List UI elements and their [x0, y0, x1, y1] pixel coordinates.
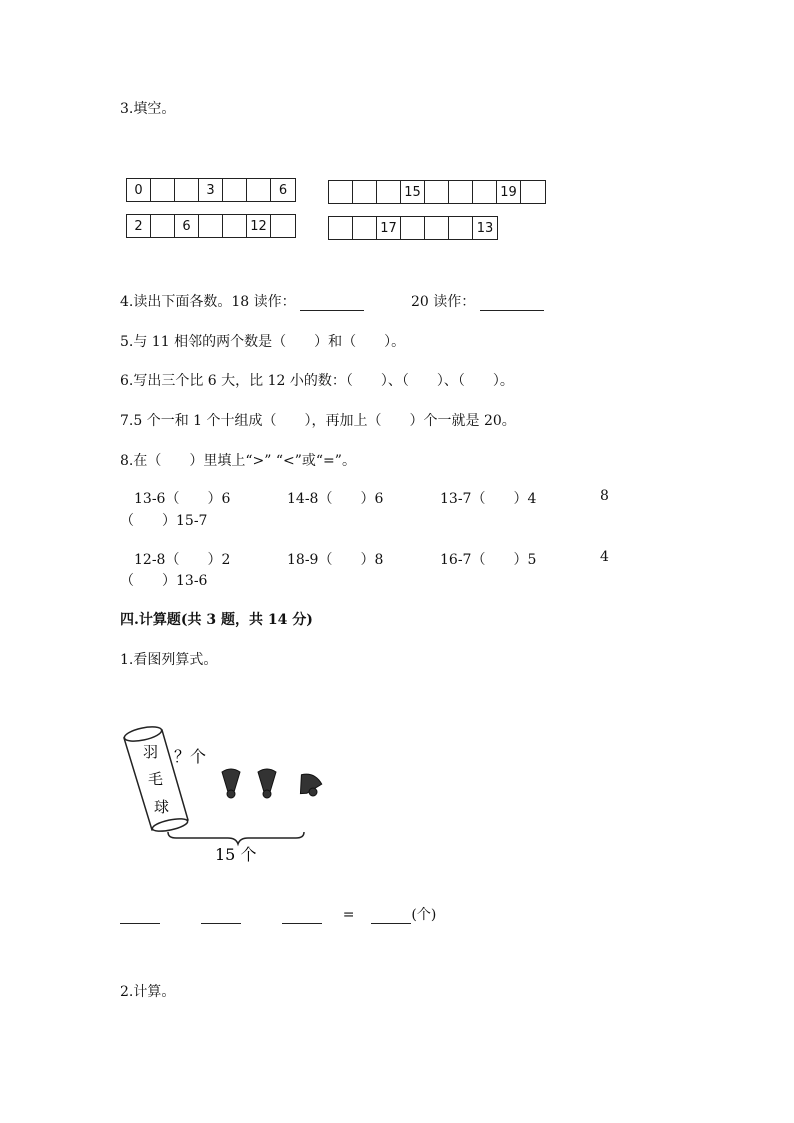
grid-number-cell: 17	[377, 217, 401, 239]
grid-blank-cell[interactable]	[449, 217, 473, 239]
q8-row2-item-3: 16-7（ ）5	[440, 552, 537, 568]
grid-number-cell: 6	[278, 182, 288, 198]
grid-blank-cell[interactable]	[521, 181, 545, 203]
grid-blank-cell[interactable]	[329, 181, 353, 203]
grid-blank-cell[interactable]	[353, 181, 377, 203]
grid-blank-cell[interactable]	[271, 215, 295, 237]
grid-blank-cell[interactable]	[199, 215, 223, 237]
q6-text: 6.写出三个比 6 大，比 12 小的数：（ ）、（ ）、（ ）。	[120, 373, 514, 389]
number-grid-4	[328, 216, 498, 240]
grid-blank-cell[interactable]	[151, 215, 175, 237]
equation-unit: (个)	[411, 907, 437, 923]
q5-text: 5.与 11 相邻的两个数是（ ）和（ ）。	[120, 334, 406, 350]
q8-text: 8.在（ ）里填上“>” “<”或“=”。	[120, 453, 356, 469]
q3-title: 3.填空。	[120, 101, 176, 117]
number-grid-1	[126, 178, 296, 202]
grid-number-cell: 12	[247, 215, 271, 237]
section4-title: 四.计算题(共 3 题，共 14 分)	[120, 612, 313, 628]
c2-title: 2.计算。	[120, 984, 176, 1000]
grid-blank-cell[interactable]	[247, 179, 271, 201]
tube-char-2: 毛	[148, 770, 164, 788]
tube-char-3: 球	[154, 798, 170, 816]
shuttlecock-icon	[258, 769, 276, 798]
equation-line	[120, 904, 436, 924]
badminton-illustration	[110, 720, 340, 865]
grid-number-cell: 3	[199, 179, 223, 201]
q8-row1-item-3: 13-7（ ）4	[440, 491, 537, 507]
grid-number-cell: 2	[127, 215, 151, 237]
q4-answer-blank-2[interactable]	[480, 296, 544, 311]
grid-blank-cell[interactable]	[425, 181, 449, 203]
grid-blank-cell[interactable]	[151, 179, 175, 201]
grid-blank-cell[interactable]	[449, 181, 473, 203]
q4-text: 4.读出下面各数。18 读作：	[120, 294, 296, 310]
q7-text: 7.5 个一和 1 个十组成（ ），再加上（ ）个一就是 20。	[120, 413, 516, 429]
grid-number-cell: 0	[127, 179, 151, 201]
total-brace	[168, 832, 304, 844]
q4-answer-blank-1[interactable]	[300, 296, 364, 311]
q8-row1-item-4: 8	[600, 488, 609, 504]
grid-blank-cell[interactable]	[223, 215, 247, 237]
number-grid-3	[126, 214, 296, 238]
equation-blank-2[interactable]	[201, 909, 241, 924]
q8-row2-item-1: 12-8（ ）2	[134, 552, 231, 568]
grid-number-cell: 19	[497, 181, 521, 203]
q8-row2-item-4: 4	[600, 549, 609, 565]
q4-text-2: 20 读作：	[410, 294, 476, 310]
grid-blank-cell[interactable]	[473, 181, 497, 203]
unknown-count-label: ？个	[174, 747, 207, 766]
equation-blank-1[interactable]	[120, 909, 160, 924]
q8-row2-item-2: 18-9（ ）8	[287, 552, 384, 568]
c1-title: 1.看图列算式。	[120, 652, 218, 668]
q8-row2-item-4b: （ ）13-6	[120, 573, 208, 589]
grid-blank-cell[interactable]	[377, 181, 401, 203]
number-grid-2	[328, 180, 546, 204]
shuttlecock-icon	[292, 770, 323, 801]
total-count-label: 15 个	[215, 845, 257, 864]
tube-char-1: 羽	[143, 743, 159, 761]
grid-blank-cell[interactable]	[401, 217, 425, 239]
grid-blank-cell[interactable]	[223, 179, 247, 201]
q8-row1-item-4b: （ ）15-7	[120, 513, 208, 529]
grid-number-cell: 15	[401, 181, 425, 203]
grid-number-cell: 6	[175, 215, 199, 237]
equation-answer-blank[interactable]	[371, 909, 411, 924]
equation-blank-3[interactable]	[282, 909, 322, 924]
grid-number-cell: 13	[476, 220, 494, 236]
grid-blank-cell[interactable]	[175, 179, 199, 201]
grid-blank-cell[interactable]	[425, 217, 449, 239]
q8-row1-item-1: 13-6（ ）6	[134, 491, 231, 507]
equals-sign: =	[342, 907, 355, 923]
q4-line	[120, 291, 544, 311]
grid-blank-cell[interactable]	[329, 217, 353, 239]
shuttlecock-icon	[222, 769, 240, 798]
grid-blank-cell[interactable]	[353, 217, 377, 239]
q8-row1-item-2: 14-8（ ）6	[287, 491, 384, 507]
